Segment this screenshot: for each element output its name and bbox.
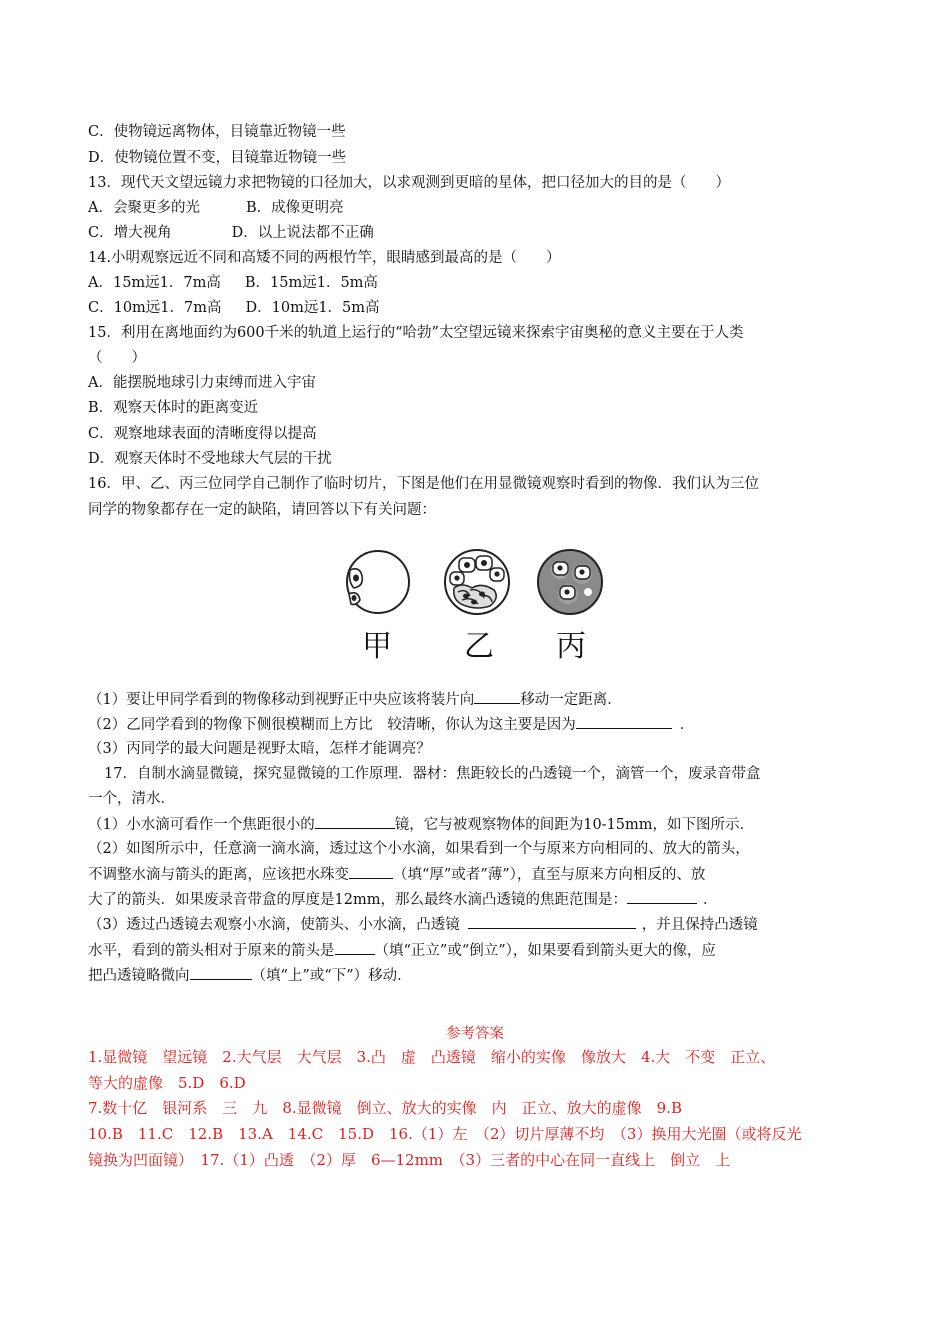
- q17-part-3-cont1: [88, 940, 716, 961]
- question-17: 17．自制水滴显微镜，探究显微镜的工作原理．器材：焦距较长的凸透镜一个，滴管一个，废录音带盒: [104, 766, 761, 782]
- q17-2-blank-thickness[interactable]: [349, 864, 393, 879]
- q17-3-blank-align[interactable]: [468, 914, 636, 929]
- q16-part-2: [88, 714, 694, 735]
- q17-3-blank-orientation[interactable]: [335, 940, 375, 955]
- label-yi: 乙: [464, 629, 494, 664]
- q16-1-text-end: 移动一定距离．: [520, 692, 622, 708]
- q17-2-blank-focal[interactable]: [627, 889, 697, 904]
- q13-option-b: B．成像更明亮: [245, 200, 344, 216]
- q17-3-upright-end: （填“正立”或“倒立”），如果要看到箭头更大的像，应: [374, 943, 716, 959]
- q13-options-ab: [88, 198, 344, 218]
- q16-part-3: （3）丙同学的最大问题是视野太暗，怎样才能调亮？: [88, 741, 431, 757]
- q17-part-3: [88, 914, 758, 935]
- q17-part-2-cont2: [88, 889, 717, 910]
- q16-1-text: （1）要让甲同学看到的物像移动到视野正中央应该将装片向: [88, 692, 475, 708]
- q17-1-text: （1）小水滴可看作一个焦距很小的: [88, 817, 315, 833]
- q15-option-c: C．观察地球表面的清晰度得以提高: [88, 426, 317, 442]
- q17-3-upright-text: 水平，看到的箭头相对于原来的箭头是: [88, 943, 335, 959]
- view-bing: [538, 550, 602, 614]
- microscope-views-figure: [342, 548, 612, 664]
- q17-2-text-end: （填“厚”或者”薄”），直至与原来方向相反的、放: [393, 867, 706, 883]
- q17-2-focal-text: 大了的箭头．如果废录音带盒的厚度是12mm，那么最终水滴凸透镜的焦距范围是：: [88, 892, 627, 908]
- answer-line-4: 10.B 11.C 12.B 13.A 14.C 15.D 16.（1）左 （2）切片厚薄不均 （3）换用大光圈（或将反光: [88, 1125, 802, 1143]
- question-14: 14.小明观察远近不同和高矮不同的两根竹竿，眼睛感到最高的是（ ）: [88, 250, 561, 266]
- q16-2-text: （2）乙同学看到的物像下侧很模糊而上方比 较清晰，你认为这主要是因为: [88, 717, 576, 733]
- q17-3-move-end: （填“上”或“下”）移动．: [251, 968, 412, 984]
- q17-3-text-mid: ，并且保持凸透镜: [641, 917, 758, 933]
- q12-option-c: C．使物镜远离物体，目镜靠近物镜一些: [88, 124, 346, 140]
- question-17-cont: 一个，清水．: [88, 791, 175, 807]
- q14-options-ab: [88, 273, 378, 293]
- q17-2-text: 不调整水滴与箭头的距离，应该把水珠变: [88, 867, 349, 883]
- q14-options-cd: [88, 298, 380, 318]
- q17-1-blank[interactable]: [315, 814, 395, 829]
- q17-part-2: （2）如图所示中，任意滴一滴水滴，透过这个小水滴，如果看到一个与原来方向相同的、放大的箭头，: [88, 841, 750, 857]
- q15-option-d: D．观察天体时不受地球大气层的干扰: [88, 451, 332, 467]
- question-16: 16．甲、乙、丙三位同学自己制作了临时切片，下图是他们在用显微镜观察时看到的物像．我们认为三位: [88, 476, 759, 492]
- view-yi: [445, 550, 509, 614]
- q13-option-c: C．增大视角: [88, 225, 172, 241]
- q14-option-b: B．15m远1．5m高: [244, 275, 378, 291]
- q14-option-d: D．10m远1．5m高: [245, 300, 380, 316]
- answer-line-3: 7.数十亿 银河系 三 九 8.显微镜 倒立、放大的实像 内 正立、放大的虚像 9.B: [88, 1099, 682, 1117]
- q17-3-move-text: 把凸透镜略微向: [88, 968, 190, 984]
- q17-3-text: （3）透过凸透镜去观察小水滴，使箭头、小水滴，凸透镜: [88, 917, 460, 933]
- q17-1-text-end: 镜，它与被观察物体的间距为10-15mm，如下图所示．: [394, 817, 755, 833]
- answer-line-2: 等大的虚像 5.D 6.D: [88, 1074, 246, 1092]
- q15-option-a: A．能摆脱地球引力束缚而进入宇宙: [88, 375, 316, 391]
- q13-option-a: A．会聚更多的光: [88, 200, 200, 216]
- q13-options-cd: [88, 223, 374, 243]
- q16-2-blank[interactable]: [576, 714, 672, 729]
- q17-part-1: [88, 814, 754, 835]
- q16-2-text-end: ．: [679, 717, 695, 733]
- question-16-cont: 同学的物象都存在一定的缺陷，请回答以下有关问题：: [88, 502, 436, 518]
- q14-option-c: C．10m远1．7m高: [88, 300, 222, 316]
- view-jia: [347, 551, 409, 613]
- q14-option-a: A．15m远1．7m高: [88, 275, 221, 291]
- question-15: 15．利用在离地面约为600千米的轨道上运行的“哈勃”太空望远镜来探索宇宙奥秘的意义主要在于人类: [88, 325, 744, 341]
- label-jia: 甲: [362, 629, 392, 664]
- answer-line-5: 镜换为凹面镜） 17.（1）凸透 （2）厚 6—12mm （3）三者的中心在同一直线上 倒立 上: [88, 1151, 731, 1169]
- q17-part-2-cont1: [88, 864, 705, 885]
- q13-option-d: D．以上说法都不正确: [231, 225, 374, 241]
- q16-part-1: [88, 689, 622, 710]
- q17-part-3-cont2: [88, 965, 412, 986]
- q16-1-blank[interactable]: [474, 689, 520, 704]
- q17-3-blank-direction[interactable]: [190, 965, 252, 980]
- q15-option-b: B．观察天体时的距离变近: [88, 400, 259, 416]
- label-bing: 丙: [556, 629, 586, 664]
- q12-option-d: D．使物镜位置不变，目镜靠近物镜一些: [88, 150, 347, 166]
- answer-line-1: 1.显微镜 望远镜 2.大气层 大气层 3.凸 虚 凸透镜 缩小的实像 像放大 4.大 不变 正立、: [88, 1048, 776, 1066]
- q17-2-focal-end: ．: [702, 892, 718, 908]
- answers-title: 参考答案: [446, 1026, 504, 1042]
- question-13: 13．现代天文望远镜力求把物镜的口径加大，以求观测到更暗的星体，把口径加大的目的是（ ）: [88, 175, 730, 191]
- q15-bracket: （ ）: [88, 350, 146, 366]
